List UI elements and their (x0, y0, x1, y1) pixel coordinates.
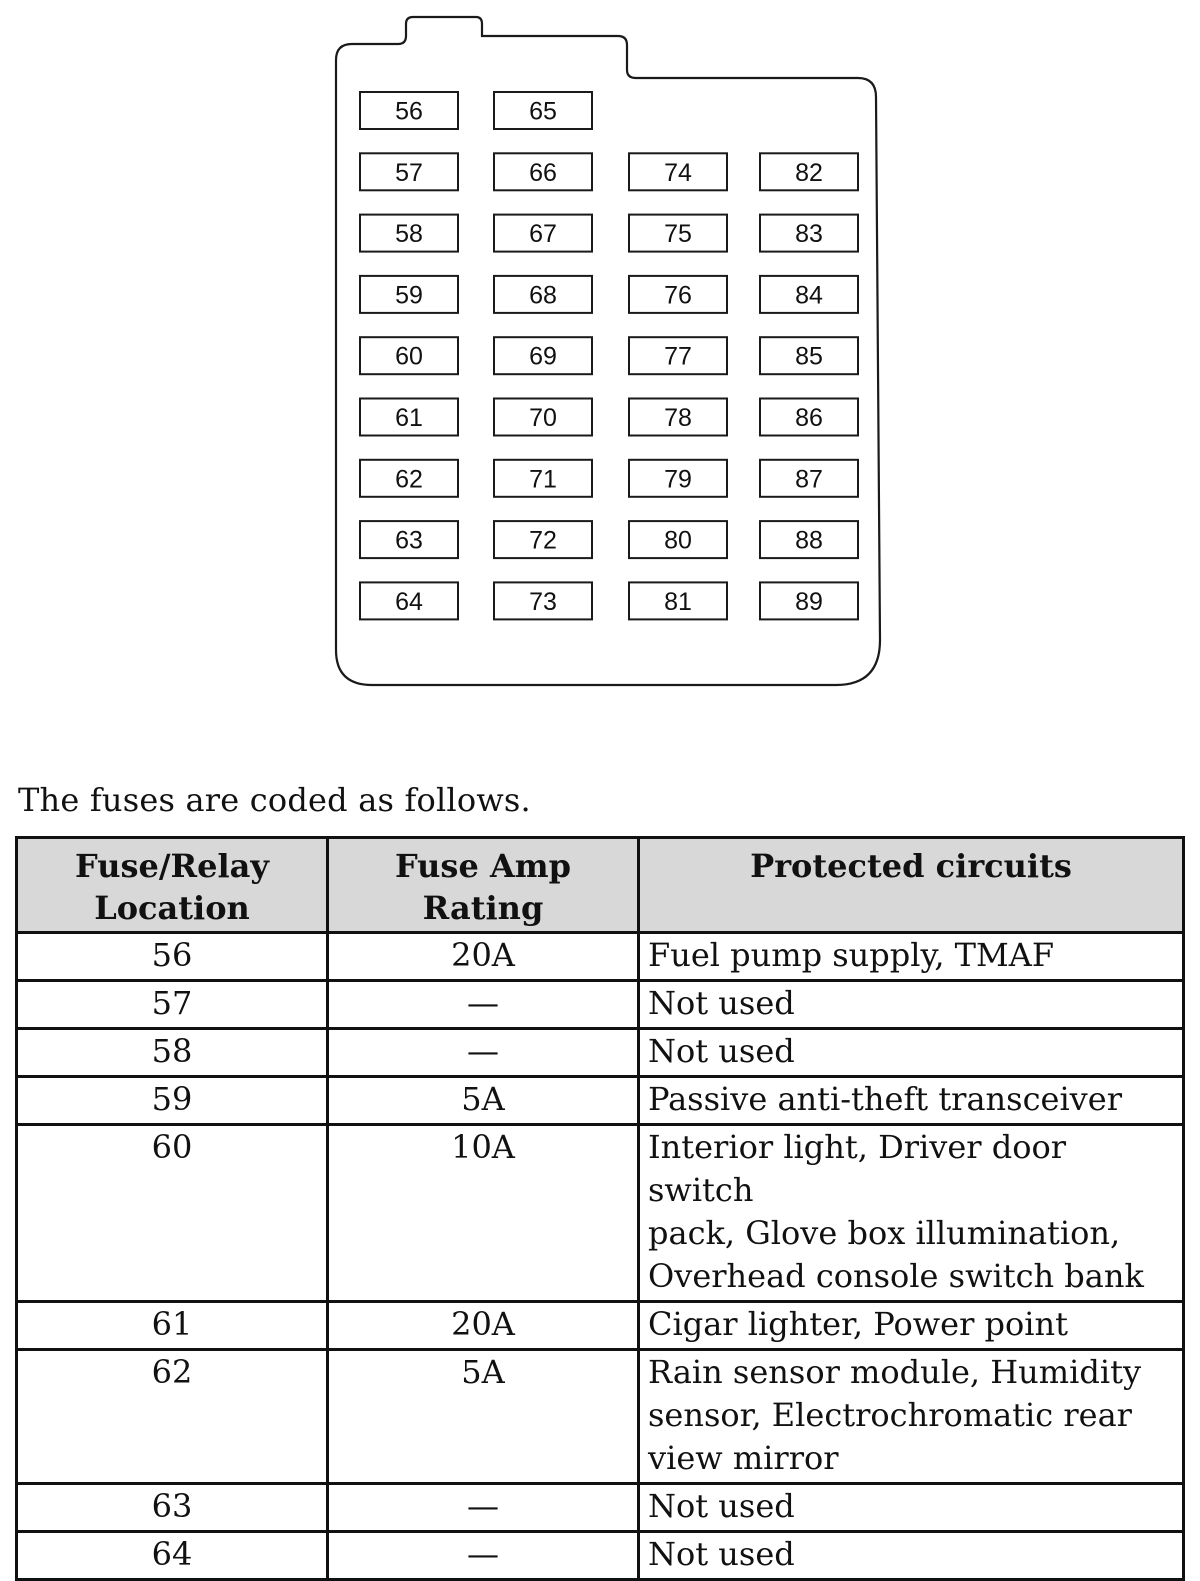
fuse-number-label: 68 (529, 281, 557, 310)
fuse-58 (360, 215, 458, 252)
cell-location: 60 (17, 1125, 328, 1302)
cell-protected-circuits (639, 981, 1184, 1029)
circuit-line: view mirror (648, 1439, 839, 1477)
table-row (17, 933, 1184, 981)
header-circuits-label: Protected circuits (750, 847, 1072, 885)
fuse-56 (360, 92, 458, 129)
fuse-65 (494, 92, 592, 129)
fuse-number-label: 63 (395, 526, 423, 555)
fuse-69 (494, 337, 592, 374)
cell-protected-circuits (639, 1532, 1184, 1580)
fuse-66 (494, 153, 592, 190)
fuse-79 (629, 460, 727, 497)
fuse-number-label: 75 (664, 220, 692, 249)
fuse-number-label: 72 (529, 526, 557, 555)
cell-location: 61 (17, 1302, 328, 1350)
header-amp (328, 838, 639, 933)
header-amp-line-2: Rating (422, 889, 544, 927)
fuse-87 (760, 460, 858, 497)
fuse-71 (494, 460, 592, 497)
fuse-74 (629, 153, 727, 190)
cell-amp-rating: — (328, 1484, 639, 1532)
circuit-line: Overhead console switch bank (648, 1257, 1144, 1295)
fuse-77 (629, 337, 727, 374)
fuse-78 (629, 399, 727, 436)
cell-amp-rating: — (328, 1532, 639, 1580)
fuse-grid (360, 92, 858, 619)
fuse-number-label: 80 (664, 526, 692, 555)
fuse-number-label: 77 (664, 342, 692, 371)
fuse-84 (760, 276, 858, 313)
fuse-57 (360, 153, 458, 190)
table-row (17, 1350, 1184, 1484)
cell-protected-circuits (639, 1350, 1184, 1484)
cell-amp-rating: — (328, 1029, 639, 1077)
circuit-line: Not used (648, 984, 795, 1022)
circuit-line: pack, Glove box illumination, (648, 1214, 1121, 1252)
fuse-number-label: 86 (795, 404, 823, 432)
cell-location: 63 (17, 1484, 328, 1532)
fuse-number-label: 85 (795, 342, 823, 371)
cell-amp-rating: 20A (328, 933, 639, 981)
fuse-85 (760, 337, 858, 374)
fuse-number-label: 83 (795, 220, 823, 249)
fuse-59 (360, 276, 458, 313)
table-row (17, 1532, 1184, 1580)
cell-protected-circuits (639, 933, 1184, 981)
cell-protected-circuits (639, 1302, 1184, 1350)
fuse-number-label: 81 (664, 587, 692, 616)
cell-location: 64 (17, 1532, 328, 1580)
fuse-number-label: 84 (795, 281, 823, 310)
cell-amp-rating: 20A (328, 1302, 639, 1350)
fuse-number-label: 79 (664, 465, 692, 494)
fuse-number-label: 88 (795, 526, 823, 555)
cell-protected-circuits (639, 1125, 1184, 1302)
fuse-70 (494, 399, 592, 436)
circuit-line: Rain sensor module, Humidity (648, 1353, 1142, 1391)
fuse-76 (629, 276, 727, 313)
cell-amp-rating: — (328, 981, 639, 1029)
cell-location: 58 (17, 1029, 328, 1077)
cell-amp-rating: 5A (328, 1077, 639, 1125)
fuse-number-label: 66 (529, 158, 557, 187)
fuse-89 (760, 582, 858, 619)
fuse-73 (494, 582, 592, 619)
cell-location: 56 (17, 933, 328, 981)
fuse-86 (760, 399, 858, 436)
header-location (17, 838, 328, 933)
fuse-number-label: 57 (395, 158, 423, 187)
fuse-number-label: 74 (664, 158, 692, 187)
table-row (17, 1302, 1184, 1350)
fuse-number-label: 60 (395, 342, 423, 371)
circuit-line: sensor, Electrochromatic rear (648, 1396, 1132, 1434)
fuse-number-label: 82 (795, 158, 823, 187)
fuse-64 (360, 582, 458, 619)
table-body (17, 933, 1184, 1580)
fuse-81 (629, 582, 727, 619)
fuse-62 (360, 460, 458, 497)
header-location-line-1: Fuse/Relay (75, 847, 269, 885)
cell-location: 62 (17, 1350, 328, 1484)
fuse-number-label: 89 (795, 587, 823, 616)
circuit-line: Not used (648, 1535, 795, 1573)
table-row (17, 1029, 1184, 1077)
fuse-72 (494, 521, 592, 558)
fuse-number-label: 73 (529, 587, 557, 616)
fuse-61 (360, 399, 458, 436)
fuse-number-label: 61 (395, 404, 423, 432)
cell-amp-rating: 5A (328, 1350, 639, 1484)
fuse-60 (360, 337, 458, 374)
fuse-88 (760, 521, 858, 558)
fuse-panel-diagram (0, 0, 1200, 700)
fuse-68 (494, 276, 592, 313)
circuit-line: Fuel pump supply, TMAF (648, 936, 1055, 974)
fuse-number-label: 70 (529, 404, 557, 432)
fuse-number-label: 67 (529, 220, 557, 249)
fuse-number-label: 76 (664, 281, 692, 310)
fuse-number-label: 65 (529, 97, 557, 126)
cell-amp-rating: 10A (328, 1125, 639, 1302)
fuse-table (15, 836, 1185, 1581)
circuit-line: Interior light, Driver door switch (648, 1128, 1067, 1209)
fuse-67 (494, 215, 592, 252)
fuse-82 (760, 153, 858, 190)
fuse-number-label: 87 (795, 465, 823, 494)
fuse-number-label: 69 (529, 342, 557, 371)
circuit-line: Cigar lighter, Power point (648, 1305, 1068, 1343)
fuse-number-label: 59 (395, 281, 423, 310)
table-row (17, 1484, 1184, 1532)
cell-location: 57 (17, 981, 328, 1029)
circuit-line: Passive anti-theft transceiver (648, 1080, 1122, 1118)
fuse-83 (760, 215, 858, 252)
circuit-line: Not used (648, 1032, 795, 1070)
table-header-row (17, 838, 1184, 933)
header-circuits (639, 838, 1184, 933)
header-location-line-2: Location (94, 889, 250, 927)
circuit-line: Not used (648, 1487, 795, 1525)
table-row (17, 981, 1184, 1029)
fuse-number-label: 62 (395, 465, 423, 494)
cell-protected-circuits (639, 1484, 1184, 1532)
cell-location: 59 (17, 1077, 328, 1125)
fuse-63 (360, 521, 458, 558)
cell-protected-circuits (639, 1029, 1184, 1077)
fuse-number-label: 78 (664, 404, 692, 432)
table-row (17, 1077, 1184, 1125)
fuse-number-label: 58 (395, 220, 423, 249)
header-amp-line-1: Fuse Amp (395, 847, 571, 885)
table-row (17, 1125, 1184, 1302)
fuse-75 (629, 215, 727, 252)
intro-text: The fuses are coded as follows. (18, 781, 531, 819)
cell-protected-circuits (639, 1077, 1184, 1125)
fuse-number-label: 56 (395, 97, 423, 126)
fuse-80 (629, 521, 727, 558)
fuse-number-label: 64 (395, 587, 423, 616)
fuse-number-label: 71 (529, 465, 557, 494)
